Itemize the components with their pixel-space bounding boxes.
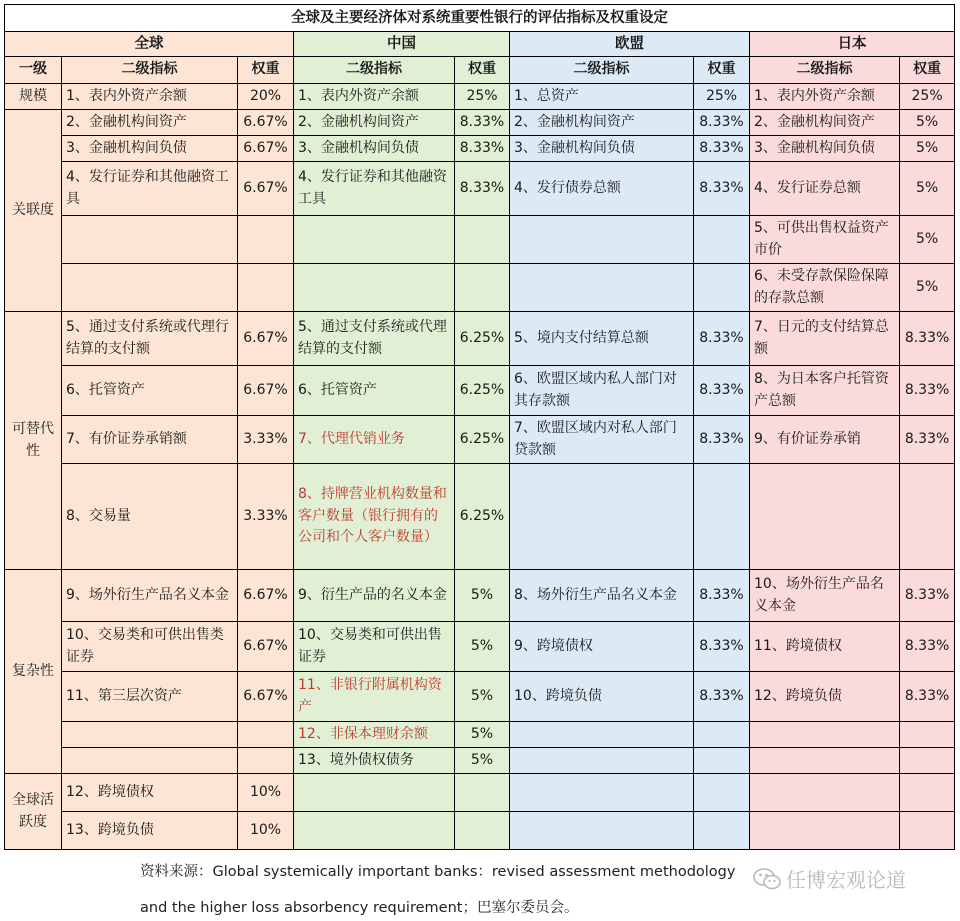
japan-indicator: 1、表内外资产余额	[750, 84, 900, 110]
region-header-global: 全球	[5, 32, 294, 57]
global-weight	[238, 264, 294, 312]
level1-header: 一级	[5, 57, 62, 84]
eu-weight: 8.33%	[694, 312, 750, 366]
eu-weight: 8.33%	[694, 570, 750, 622]
table-row	[5, 722, 955, 748]
level1-category-global_activity: 全球活跃度	[5, 774, 62, 850]
china-indicator	[294, 216, 455, 264]
global-indicator: 4、发行证券和其他融资工具	[62, 162, 238, 216]
table-row	[5, 84, 955, 110]
global-weight: 10%	[238, 774, 294, 812]
level1-category-interconnect: 关联度	[5, 110, 62, 312]
global-weight: 3.33%	[238, 464, 294, 570]
japan-weight	[900, 812, 955, 850]
table-row	[5, 748, 955, 774]
eu-indicator: 2、金融机构间资产	[510, 110, 694, 136]
eu-weight: 8.33%	[694, 622, 750, 672]
japan-weight: 5%	[900, 216, 955, 264]
japan-indicator: 6、未受存款保险保障的存款总额	[750, 264, 900, 312]
table-row	[5, 622, 955, 672]
japan-indicator: 7、日元的支付结算总额	[750, 312, 900, 366]
eu-indicator: 1、总资产	[510, 84, 694, 110]
global-weight: 6.67%	[238, 570, 294, 622]
japan-indicator: 4、发行证券总额	[750, 162, 900, 216]
region-header-eu: 欧盟	[510, 32, 750, 57]
eu-indicator	[510, 812, 694, 850]
china-indicator: 5、通过支付系统或代理结算的支付额	[294, 312, 455, 366]
global-indicator: 2、金融机构间资产	[62, 110, 238, 136]
china-indicator: 4、发行证券和其他融资工具	[294, 162, 455, 216]
level2-header-china: 二级指标	[294, 57, 455, 84]
china-indicator: 7、代理代销业务	[294, 416, 455, 464]
china-weight: 8.33%	[455, 162, 510, 216]
eu-weight: 8.33%	[694, 672, 750, 722]
china-indicator: 1、表内外资产余额	[294, 84, 455, 110]
china-indicator	[294, 812, 455, 850]
japan-indicator	[750, 722, 900, 748]
weight-header-china: 权重	[455, 57, 510, 84]
japan-weight	[900, 748, 955, 774]
global-weight: 20%	[238, 84, 294, 110]
region-header-japan: 日本	[750, 32, 955, 57]
japan-indicator: 12、跨境负债	[750, 672, 900, 722]
global-weight: 6.67%	[238, 672, 294, 722]
japan-indicator	[750, 812, 900, 850]
source-line-1: 资料来源：Global systemically important banks：revised assessment methodology	[140, 864, 736, 880]
global-weight: 6.67%	[238, 366, 294, 416]
weight-header-eu: 权重	[694, 57, 750, 84]
table-row	[5, 464, 955, 570]
china-weight: 5%	[455, 570, 510, 622]
global-indicator	[62, 216, 238, 264]
china-indicator: 2、金融机构间资产	[294, 110, 455, 136]
japan-indicator: 10、场外衍生产品名义本金	[750, 570, 900, 622]
global-weight	[238, 216, 294, 264]
global-indicator: 1、表内外资产余额	[62, 84, 238, 110]
weight-header-japan: 权重	[900, 57, 955, 84]
japan-indicator	[750, 774, 900, 812]
global-weight: 6.67%	[238, 110, 294, 136]
watermark	[752, 864, 906, 893]
china-indicator: 8、持牌营业机构数量和客户数量（银行拥有的公司和个人客户数量）	[294, 464, 455, 570]
table-row	[5, 774, 955, 812]
eu-indicator	[510, 774, 694, 812]
eu-indicator: 7、欧盟区域内对私人部门贷款额	[510, 416, 694, 464]
level1-category-scale: 规模	[5, 84, 62, 110]
japan-indicator: 2、金融机构间资产	[750, 110, 900, 136]
level2-header-japan: 二级指标	[750, 57, 900, 84]
eu-indicator: 8、场外衍生产品名义本金	[510, 570, 694, 622]
global-indicator: 3、金融机构间负债	[62, 136, 238, 162]
global-indicator	[62, 264, 238, 312]
global-indicator: 9、场外衍生产品名义本金	[62, 570, 238, 622]
global-weight	[238, 722, 294, 748]
table-row	[5, 312, 955, 366]
global-indicator: 11、第三层次资产	[62, 672, 238, 722]
watermark-text: 任博宏观论道	[786, 868, 906, 892]
eu-indicator: 3、金融机构间负债	[510, 136, 694, 162]
weight-header-global: 权重	[238, 57, 294, 84]
china-weight: 6.25%	[455, 416, 510, 464]
global-indicator: 8、交易量	[62, 464, 238, 570]
global-indicator: 7、有价证券承销额	[62, 416, 238, 464]
table-row	[5, 136, 955, 162]
china-indicator	[294, 264, 455, 312]
japan-weight: 25%	[900, 84, 955, 110]
china-indicator: 10、交易类和可供出售证券	[294, 622, 455, 672]
eu-indicator: 4、发行债券总额	[510, 162, 694, 216]
eu-indicator	[510, 748, 694, 774]
china-weight: 8.33%	[455, 136, 510, 162]
global-indicator: 5、通过支付系统或代理行结算的支付额	[62, 312, 238, 366]
eu-weight: 8.33%	[694, 110, 750, 136]
global-weight: 6.67%	[238, 312, 294, 366]
table-row	[5, 110, 955, 136]
japan-indicator: 3、金融机构间负债	[750, 136, 900, 162]
china-weight: 6.25%	[455, 464, 510, 570]
wechat-icon	[752, 866, 782, 892]
japan-weight: 5%	[900, 162, 955, 216]
eu-indicator: 6、欧盟区域内私人部门对其存款额	[510, 366, 694, 416]
global-indicator: 6、托管资产	[62, 366, 238, 416]
china-indicator: 6、托管资产	[294, 366, 455, 416]
table-row	[5, 416, 955, 464]
global-indicator: 13、跨境负债	[62, 812, 238, 850]
china-indicator	[294, 774, 455, 812]
japan-weight: 5%	[900, 136, 955, 162]
china-weight: 8.33%	[455, 110, 510, 136]
global-weight: 6.67%	[238, 622, 294, 672]
japan-weight: 8.33%	[900, 312, 955, 366]
japan-indicator	[750, 748, 900, 774]
eu-weight	[694, 748, 750, 774]
china-weight: 5%	[455, 722, 510, 748]
china-weight	[455, 264, 510, 312]
eu-weight	[694, 264, 750, 312]
source-line-2: and the higher loss absorbency requirement；巴塞尔委员会。	[140, 900, 579, 916]
china-weight: 5%	[455, 622, 510, 672]
eu-indicator: 10、跨境负债	[510, 672, 694, 722]
japan-weight: 5%	[900, 264, 955, 312]
eu-indicator	[510, 264, 694, 312]
japan-indicator: 9、有价证券承销	[750, 416, 900, 464]
china-weight	[455, 216, 510, 264]
footer	[0, 850, 960, 921]
china-weight	[455, 812, 510, 850]
japan-indicator: 5、可供出售权益资产市价	[750, 216, 900, 264]
eu-indicator	[510, 216, 694, 264]
eu-indicator	[510, 464, 694, 570]
japan-weight: 8.33%	[900, 366, 955, 416]
global-indicator: 10、交易类和可供出售类证券	[62, 622, 238, 672]
global-weight: 6.67%	[238, 162, 294, 216]
japan-indicator: 11、跨境债权	[750, 622, 900, 672]
global-indicator	[62, 722, 238, 748]
eu-weight	[694, 812, 750, 850]
table-row	[5, 216, 955, 264]
china-weight: 5%	[455, 672, 510, 722]
eu-weight	[694, 722, 750, 748]
eu-weight	[694, 216, 750, 264]
eu-weight	[694, 774, 750, 812]
china-indicator: 12、非保本理财余额	[294, 722, 455, 748]
japan-weight	[900, 774, 955, 812]
eu-weight: 8.33%	[694, 416, 750, 464]
eu-weight: 8.33%	[694, 136, 750, 162]
level1-category-substitutability: 可替代性	[5, 312, 62, 570]
eu-indicator: 9、跨境债权	[510, 622, 694, 672]
china-indicator: 11、非银行附属机构资产	[294, 672, 455, 722]
japan-weight: 8.33%	[900, 416, 955, 464]
level2-header-eu: 二级指标	[510, 57, 694, 84]
global-weight	[238, 748, 294, 774]
global-indicator: 12、跨境债权	[62, 774, 238, 812]
region-header-china: 中国	[294, 32, 510, 57]
china-weight: 6.25%	[455, 312, 510, 366]
china-indicator: 9、衍生产品的名义本金	[294, 570, 455, 622]
eu-weight: 8.33%	[694, 366, 750, 416]
level2-header-global: 二级指标	[62, 57, 238, 84]
eu-weight: 25%	[694, 84, 750, 110]
eu-weight: 8.33%	[694, 162, 750, 216]
japan-weight	[900, 464, 955, 570]
table-row	[5, 366, 955, 416]
china-weight: 25%	[455, 84, 510, 110]
eu-indicator	[510, 722, 694, 748]
eu-weight	[694, 464, 750, 570]
table-row	[5, 570, 955, 622]
table-row	[5, 162, 955, 216]
japan-weight	[900, 722, 955, 748]
table-row	[5, 264, 955, 312]
china-weight: 5%	[455, 748, 510, 774]
china-weight: 6.25%	[455, 366, 510, 416]
japan-indicator: 8、为日本客户托管资产总额	[750, 366, 900, 416]
table-title: 全球及主要经济体对系统重要性银行的评估指标及权重设定	[5, 5, 955, 32]
japan-weight: 8.33%	[900, 672, 955, 722]
japan-indicator	[750, 464, 900, 570]
level1-category-complexity: 复杂性	[5, 570, 62, 774]
global-weight: 10%	[238, 812, 294, 850]
china-weight	[455, 774, 510, 812]
japan-weight: 8.33%	[900, 570, 955, 622]
china-indicator: 13、境外债权债务	[294, 748, 455, 774]
table-row	[5, 812, 955, 850]
china-indicator: 3、金融机构间负债	[294, 136, 455, 162]
japan-weight: 5%	[900, 110, 955, 136]
global-weight: 3.33%	[238, 416, 294, 464]
table-row	[5, 672, 955, 722]
global-indicator	[62, 748, 238, 774]
eu-indicator: 5、境内支付结算总额	[510, 312, 694, 366]
global-weight: 6.67%	[238, 136, 294, 162]
indicator-table	[4, 4, 955, 850]
japan-weight: 8.33%	[900, 622, 955, 672]
